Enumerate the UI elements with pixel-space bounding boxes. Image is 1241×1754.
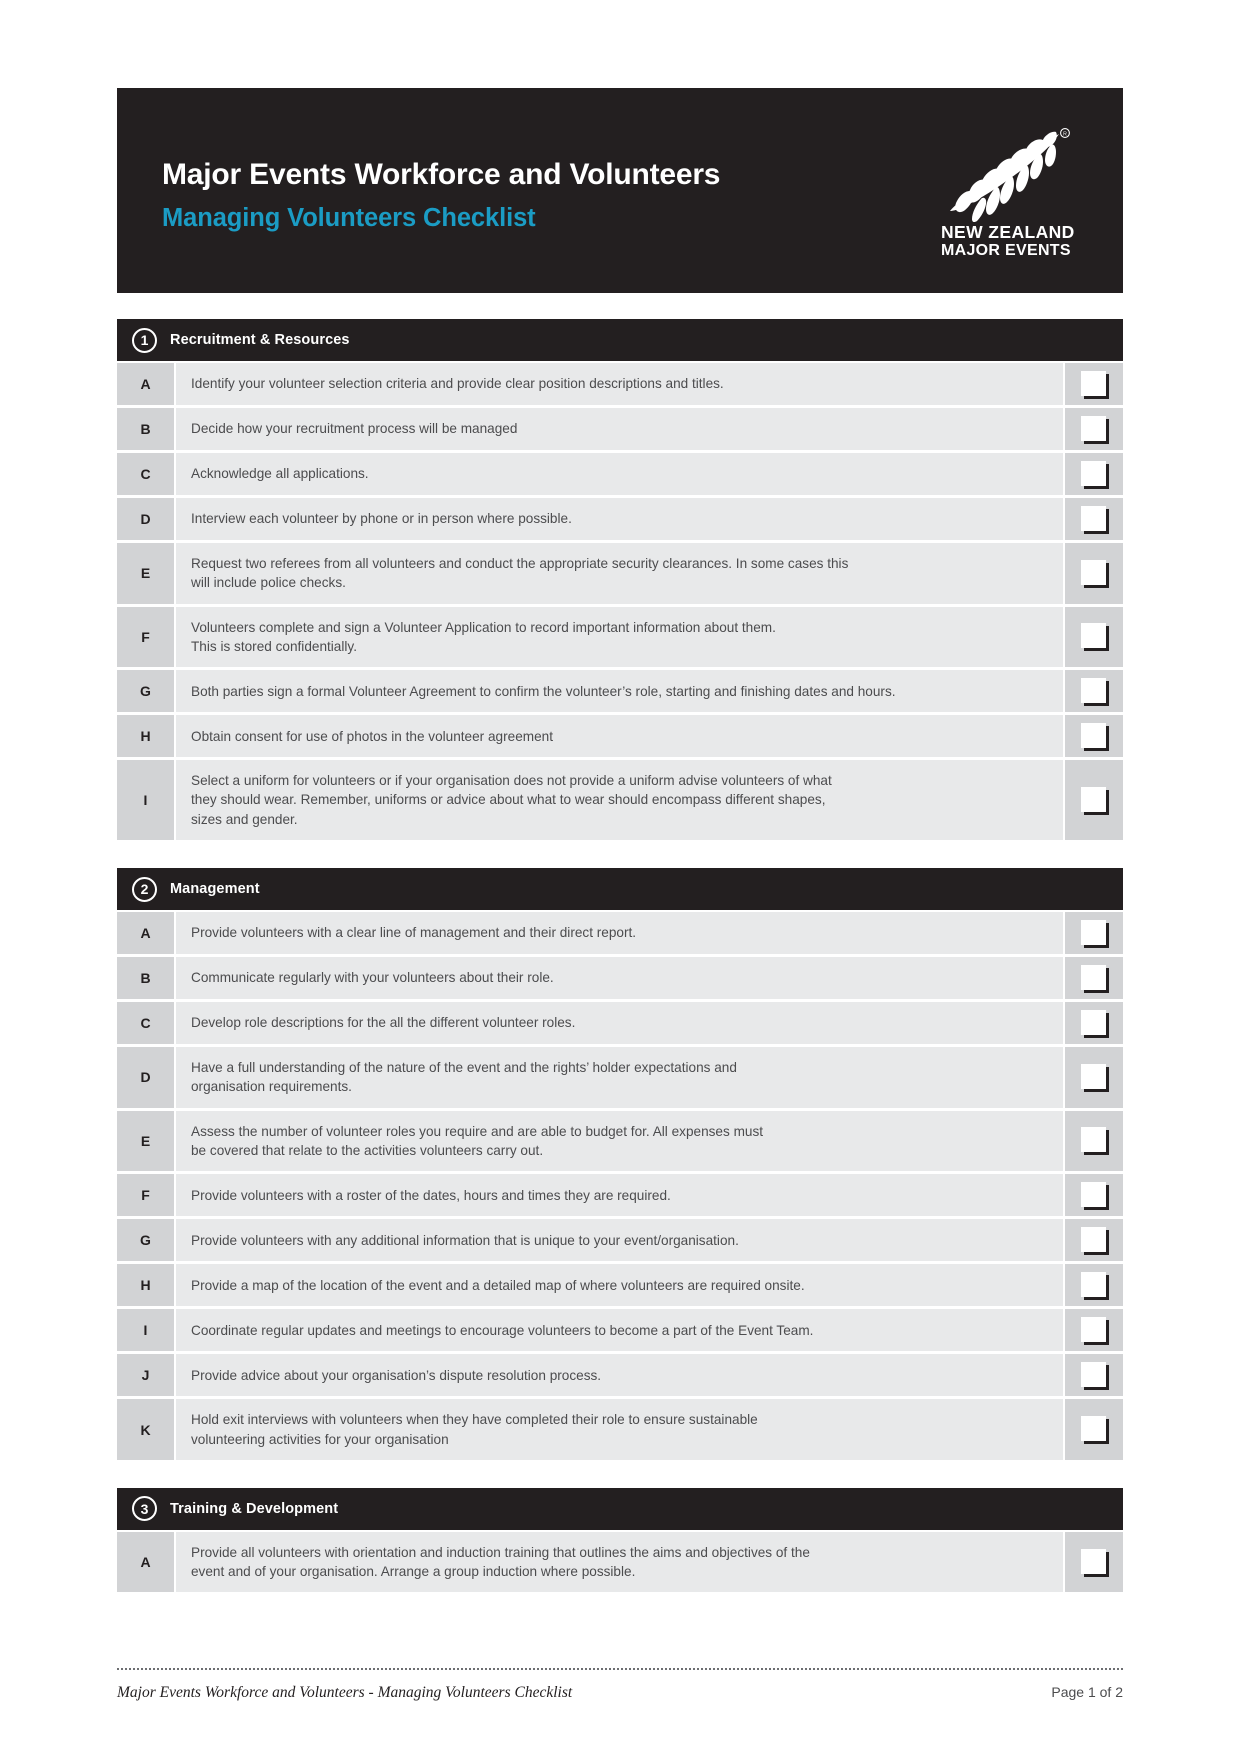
row-checkbox-cell[interactable] xyxy=(1065,1111,1123,1172)
row-text-line: Develop role descriptions for the all the different volunteer roles. xyxy=(191,1015,576,1031)
row-text xyxy=(176,1047,1063,1108)
row-text-line: Decide how your recruitment process will be managed xyxy=(191,421,518,437)
page-title: Major Events Workforce and Volunteers xyxy=(162,158,721,192)
row-text xyxy=(176,1399,1063,1460)
footer-document-title: Major Events Workforce and Volunteers - Managing Volunteers Checklist xyxy=(117,1684,573,1701)
checklist-row xyxy=(117,1047,1123,1108)
row-text-line: Identify your volunteer selection criteria and provide clear position descriptions and titles. xyxy=(191,376,724,392)
row-checkbox-cell[interactable] xyxy=(1065,1002,1123,1044)
row-text-line: organisation requirements. xyxy=(191,1079,352,1095)
checklist-row xyxy=(117,1399,1123,1460)
checklist-section xyxy=(117,868,1123,1460)
checkbox[interactable] xyxy=(1081,560,1106,585)
checkbox[interactable] xyxy=(1081,678,1106,703)
section-header xyxy=(117,319,1123,361)
row-letter: A xyxy=(117,912,174,954)
checklist-row xyxy=(117,498,1123,540)
row-text xyxy=(176,1532,1063,1593)
checklist-row xyxy=(117,760,1123,840)
checkbox[interactable] xyxy=(1081,1010,1106,1035)
row-text xyxy=(176,543,1063,604)
row-text xyxy=(176,1174,1063,1216)
section-title: Recruitment & Resources xyxy=(170,332,350,348)
row-letter: C xyxy=(117,1002,174,1044)
row-checkbox-cell[interactable] xyxy=(1065,1399,1123,1460)
row-text-line: be covered that relate to the activities volunteers carry out. xyxy=(191,1142,544,1158)
checklist-row xyxy=(117,363,1123,405)
row-text xyxy=(176,1309,1063,1351)
row-checkbox-cell[interactable] xyxy=(1065,715,1123,757)
checklist-row xyxy=(117,1309,1123,1351)
row-text-line: Provide all volunteers with orientation and induction training that outlines the aims and objectives of the xyxy=(191,1544,810,1560)
checklist-sections xyxy=(117,319,1123,1592)
row-letter: B xyxy=(117,957,174,999)
row-text-line: Provide advice about your organisation’s dispute resolution process. xyxy=(191,1367,602,1383)
row-text xyxy=(176,1219,1063,1261)
footer-divider xyxy=(117,1668,1123,1670)
row-text-line: they should wear. Remember, uniforms or advice about what to wear should encompass different shapes, xyxy=(191,792,826,808)
checklist-row xyxy=(117,408,1123,450)
row-text-line: Obtain consent for use of photos in the volunteer agreement xyxy=(191,728,553,744)
checkbox[interactable] xyxy=(1081,965,1106,990)
row-letter: G xyxy=(117,1219,174,1261)
footer-row xyxy=(117,1684,1123,1702)
silver-fern-icon xyxy=(943,127,1071,223)
row-checkbox-cell[interactable] xyxy=(1065,1532,1123,1593)
checklist-row xyxy=(117,1002,1123,1044)
checklist-row xyxy=(117,453,1123,495)
row-letter: E xyxy=(117,1111,174,1172)
row-letter: I xyxy=(117,1309,174,1351)
section-number-badge: 2 xyxy=(132,877,157,902)
row-checkbox-cell[interactable] xyxy=(1065,543,1123,604)
checklist-row xyxy=(117,957,1123,999)
row-letter: D xyxy=(117,1047,174,1108)
checklist-rows xyxy=(117,912,1123,1460)
row-text xyxy=(176,1264,1063,1306)
row-text xyxy=(176,715,1063,757)
row-text xyxy=(176,1111,1063,1172)
row-text xyxy=(176,957,1063,999)
row-text-line: Provide volunteers with any additional information that is unique to your event/organisation. xyxy=(191,1232,739,1248)
row-text xyxy=(176,760,1063,840)
row-letter: G xyxy=(117,670,174,712)
checklist-row xyxy=(117,1219,1123,1261)
row-text-line: Interview each volunteer by phone or in person where possible. xyxy=(191,511,572,527)
document-masthead xyxy=(117,88,1123,293)
row-text xyxy=(176,670,1063,712)
checklist-row xyxy=(117,1111,1123,1172)
row-letter: I xyxy=(117,760,174,840)
row-text-line: Have a full understanding of the nature of the event and the rights’ holder expectations and xyxy=(191,1060,737,1076)
row-text-line: Acknowledge all applications. xyxy=(191,466,369,482)
checkbox[interactable] xyxy=(1081,461,1106,486)
row-checkbox-cell[interactable] xyxy=(1065,1264,1123,1306)
row-text xyxy=(176,607,1063,668)
row-letter: H xyxy=(117,715,174,757)
row-text-line: This is stored confidentially. xyxy=(191,638,357,654)
checkbox[interactable] xyxy=(1081,416,1106,441)
checkbox[interactable] xyxy=(1081,1182,1106,1207)
row-text-line: Request two referees from all volunteers and conduct the appropriate security clearances. In some cases this xyxy=(191,556,849,571)
section-title: Training & Development xyxy=(170,1500,339,1517)
row-letter: E xyxy=(117,543,174,604)
row-text-line: event and of your organisation. Arrange a group induction where possible. xyxy=(191,1564,636,1580)
row-checkbox-cell[interactable] xyxy=(1065,498,1123,540)
row-text xyxy=(176,1354,1063,1396)
row-letter: J xyxy=(117,1354,174,1396)
checklist-row xyxy=(117,715,1123,757)
row-checkbox-cell[interactable] xyxy=(1065,1174,1123,1216)
checkbox[interactable] xyxy=(1081,1362,1106,1387)
row-checkbox-cell[interactable] xyxy=(1065,1047,1123,1108)
row-checkbox-cell[interactable] xyxy=(1065,607,1123,668)
section-number-badge: 1 xyxy=(132,328,157,353)
row-letter: C xyxy=(117,453,174,495)
logo-text-line-1: NEW ZEALAND xyxy=(941,221,1075,242)
row-checkbox-cell[interactable] xyxy=(1065,912,1123,954)
row-text-line: Provide a map of the location of the event and a detailed map of where volunteers are required onsite. xyxy=(191,1277,805,1293)
row-checkbox-cell[interactable] xyxy=(1065,1309,1123,1351)
page-subtitle: Managing Volunteers Checklist xyxy=(162,203,536,232)
row-text-line: sizes and gender. xyxy=(191,811,298,827)
row-checkbox-cell[interactable] xyxy=(1065,1354,1123,1396)
row-checkbox-cell[interactable] xyxy=(1065,760,1123,840)
checkbox[interactable] xyxy=(1081,1227,1106,1252)
checkbox[interactable] xyxy=(1081,1317,1106,1342)
row-text-line: will include police checks. xyxy=(191,575,346,591)
svg-text:R: R xyxy=(1063,130,1067,137)
checkbox[interactable] xyxy=(1081,723,1106,748)
row-text xyxy=(176,363,1063,405)
checklist-row xyxy=(117,607,1123,668)
section-number-badge: 3 xyxy=(132,1496,157,1521)
row-letter: A xyxy=(117,363,174,405)
checkbox[interactable] xyxy=(1081,1272,1106,1297)
row-checkbox-cell[interactable] xyxy=(1065,408,1123,450)
checklist-row xyxy=(117,1174,1123,1216)
checkbox[interactable] xyxy=(1081,1416,1106,1441)
row-checkbox-cell[interactable] xyxy=(1065,957,1123,999)
row-text-line: Both parties sign a formal Volunteer Agreement to confirm the volunteer’s role, starting and finishing dates and hours. xyxy=(191,683,896,699)
row-letter: B xyxy=(117,408,174,450)
row-checkbox-cell[interactable] xyxy=(1065,453,1123,495)
row-checkbox-cell[interactable] xyxy=(1065,670,1123,712)
row-text-line: Provide volunteers with a roster of the dates, hours and times they are required. xyxy=(191,1187,671,1203)
checklist-row xyxy=(117,912,1123,954)
row-text xyxy=(176,408,1063,450)
section-header xyxy=(117,1488,1123,1530)
checkbox[interactable] xyxy=(1081,920,1106,945)
row-letter: H xyxy=(117,1264,174,1306)
checklist-row xyxy=(117,1264,1123,1306)
page-footer xyxy=(117,1668,1123,1702)
row-text-line: Assess the number of volunteer roles you require and are able to budget for. All expenses must xyxy=(191,1123,764,1139)
checkbox[interactable] xyxy=(1081,1549,1106,1574)
row-text xyxy=(176,453,1063,495)
row-letter: F xyxy=(117,607,174,668)
checklist-row xyxy=(117,1532,1123,1593)
row-letter: A xyxy=(117,1532,174,1593)
section-title: Management xyxy=(170,881,260,898)
row-checkbox-cell[interactable] xyxy=(1065,1219,1123,1261)
row-text-line: Coordinate regular updates and meetings to encourage volunteers to become a part of the Event Team. xyxy=(191,1322,814,1338)
row-text-line: volunteering activities for your organisation xyxy=(191,1431,449,1447)
row-text xyxy=(176,1002,1063,1044)
checklist-section xyxy=(117,319,1123,840)
checklist-section xyxy=(117,1488,1123,1593)
row-text-line: Provide volunteers with a clear line of management and their direct report. xyxy=(191,925,637,941)
checklist-row xyxy=(117,543,1123,604)
checkbox[interactable] xyxy=(1081,1127,1106,1152)
checklist-row xyxy=(117,670,1123,712)
row-letter: F xyxy=(117,1174,174,1216)
logo-text-line-2: MAJOR EVENTS xyxy=(941,242,1071,260)
checklist-rows xyxy=(117,1532,1123,1593)
checkbox[interactable] xyxy=(1081,787,1106,812)
row-text-line: Communicate regularly with your volunteers about their role. xyxy=(191,970,554,986)
footer-page-number: Page 1 of 2 xyxy=(1051,1684,1123,1700)
row-text xyxy=(176,912,1063,954)
checkbox[interactable] xyxy=(1081,506,1106,531)
row-letter: K xyxy=(117,1399,174,1460)
row-letter: D xyxy=(117,498,174,540)
checkbox[interactable] xyxy=(1081,623,1106,648)
nz-major-events-logo xyxy=(937,127,1077,261)
section-header xyxy=(117,868,1123,910)
checklist-row xyxy=(117,1354,1123,1396)
checkbox[interactable] xyxy=(1081,371,1106,396)
checklist-rows xyxy=(117,363,1123,840)
page-content xyxy=(117,0,1123,1595)
row-text xyxy=(176,498,1063,540)
row-text-line: Hold exit interviews with volunteers when they have completed their role to ensure sustainable xyxy=(191,1412,758,1428)
checkbox[interactable] xyxy=(1081,1064,1106,1089)
row-checkbox-cell[interactable] xyxy=(1065,363,1123,405)
row-text-line: Volunteers complete and sign a Volunteer Application to record important information about them. xyxy=(191,619,776,635)
masthead-titles xyxy=(162,147,720,234)
row-text-line: Select a uniform for volunteers or if your organisation does not provide a uniform advise volunteers of what xyxy=(191,773,832,789)
